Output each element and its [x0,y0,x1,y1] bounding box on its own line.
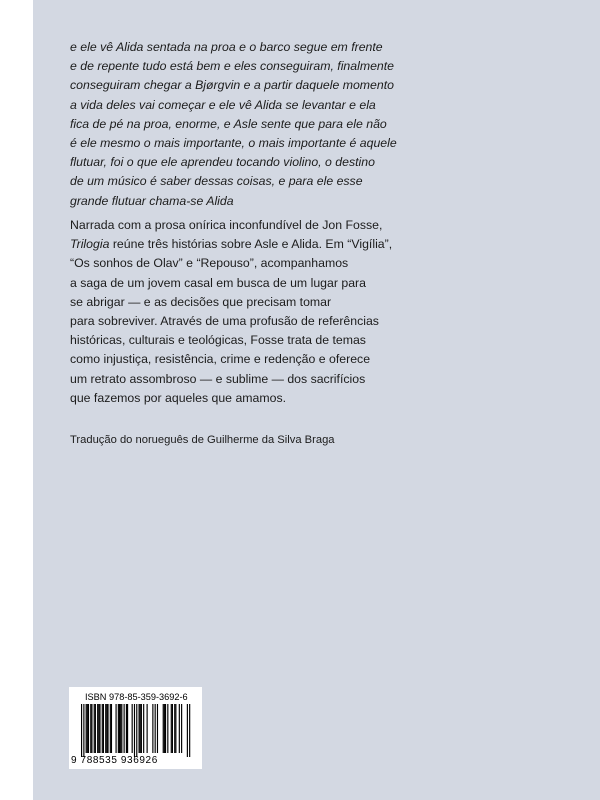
barcode-bar [147,704,148,753]
book-title: Trilogia [70,237,110,252]
barcode-bar [99,704,100,753]
barcode-bar [126,704,127,753]
epigraph-line: de um músico é saber dessas coisas, e para ele esse [70,174,363,189]
barcode-bar [106,704,107,753]
barcode-bar [124,704,125,753]
barcode-bar [179,704,180,753]
barcode-bar [152,704,153,753]
barcode-bar [143,704,144,753]
description-line: a saga de um jovem casal em busca de um lugar para [70,275,366,290]
barcode-bar [98,704,99,753]
barcode-bar [189,704,190,757]
barcode-bar [175,704,176,753]
barcode-bar [121,704,122,753]
epigraph-line: grande flutuar chama-se Alida [70,193,234,208]
barcode-bar [116,704,117,753]
epigraph-excerpt [70,38,430,211]
barcode-digits: 9 788535 936926 [71,755,158,766]
description-line: Narrada com a prosa onírica inconfundível de Jon Fosse, [70,218,383,232]
barcode-bar [132,704,133,753]
barcode-bar [127,704,128,753]
barcode-bar [119,704,120,753]
barcode-bar [187,704,188,757]
barcode-bar [95,704,96,753]
barcode-bar [165,704,166,753]
barcode-bar [167,704,168,753]
barcode-bar [110,704,111,753]
description-line: que fazemos por aqueles que amamos. [70,390,287,405]
barcode-bar [88,704,89,753]
isbn-label: ISBN 978-85-359-3692-6 [85,692,188,702]
barcode-bar [81,704,82,757]
description-line: históricas, culturais e teológicas, Fosse trata de temas [70,333,366,348]
description-line: para sobreviver. Através de uma profusão de referências [70,314,379,329]
barcode-bar [120,704,121,753]
barcode-bar [86,704,87,753]
barcode-bar [155,704,156,753]
barcode-bar [118,704,119,753]
epigraph-line: é ele mesmo o mais importante, o mais importante é aquele [70,136,397,151]
barcode-bar [91,704,92,753]
description-line: se abrigar — e as decisões que precisam tomar [70,294,332,309]
barcode-bar [163,704,164,753]
barcode-bar [164,704,165,753]
barcode-bar [105,704,106,753]
description-line-rest: reúne três histórias sobre Asle e Alida. Em “Vigília”, [109,237,393,252]
description-line [70,235,430,254]
barcode-bar [87,704,88,753]
book-description [70,216,430,408]
barcode-bar [139,704,140,753]
barcode-bar [102,704,103,753]
epigraph-line: fica de pé na proa, enorme, e Asle sente que para ele não [70,116,387,131]
barcode-bar [90,704,91,753]
translation-credit: Tradução do norueguês de Guilherme da Silva Braga [70,434,335,446]
epigraph-line: conseguiram chegar a Bjørgvin e a partir daquele momento [70,78,394,93]
barcode-bar [94,704,95,753]
barcode-bar [83,704,84,757]
isbn-barcode [69,687,202,769]
barcode-bar [134,704,135,757]
epigraph-line: a vida deles vai começar e ele vê Alida se levantar e ela [70,97,376,112]
description-line: como injustiça, resistência, crime e redenção e oferece [70,352,371,367]
description-line: “Os sonhos de Olav” e “Repouso”, acompanhamos [70,256,349,271]
description-line: um retrato assombroso — e sublime — dos sacrifícios [70,371,366,386]
epigraph-line: flutuar, foi o que ele aprendeu tocando violino, o destino [70,155,375,170]
epigraph-line: e de repente tudo está bem e eles conseguiram, finalmente [70,59,395,74]
barcode-bar [141,704,142,753]
barcode-bar [107,704,108,753]
barcode-bar [157,704,158,753]
barcode-bar [136,704,137,757]
barcode-bar [140,704,141,753]
barcode-bar [174,704,175,753]
epigraph-line: e ele vê Alida sentada na proa e o barco segue em frente [70,40,383,54]
barcode-bar [97,704,98,753]
barcode-bar [181,704,182,753]
barcode-bar [103,704,104,753]
barcode-bar [172,704,173,753]
barcode-bar [171,704,172,753]
barcode-bar [111,704,112,753]
